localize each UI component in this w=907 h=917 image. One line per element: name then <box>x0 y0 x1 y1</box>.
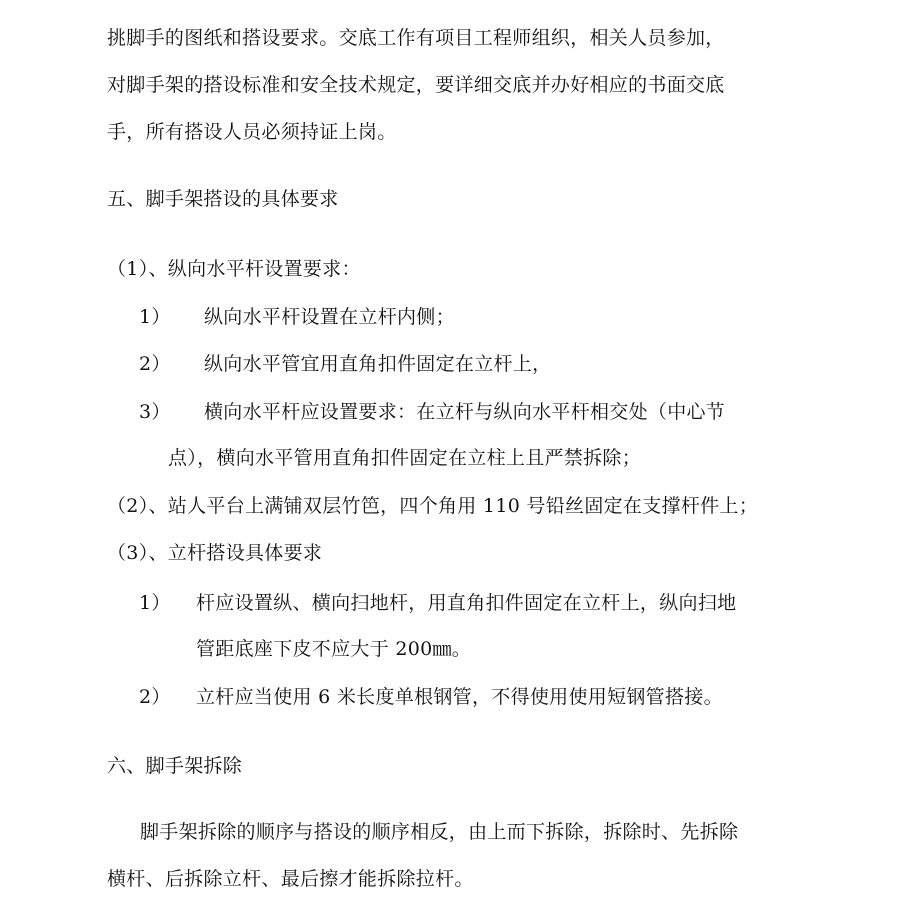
intro-line-2: 对脚手架的搭设标准和安全技术规定，要详细交底并办好相应的书面交底 <box>107 74 725 96</box>
item-1-sub-3-text-line-1: 横向水平杆应设置要求：在立杆与纵向水平杆相交处（中心节 <box>204 401 726 423</box>
item-1-sub-3-number: 3） <box>139 401 171 423</box>
item-2-heading: （2）、站人平台上满铺双层竹笆，四个角用 110 号铅丝固定在支撑杆件上； <box>107 495 759 517</box>
item-1-sub-2-text: 纵向水平管宜用直角扣件固定在立杆上， <box>204 353 552 375</box>
item-3-sub-1-text-line-2: 管距底座下皮不应大于 200㎜。 <box>196 638 472 660</box>
item-1-sub-1-number: 1） <box>139 306 171 328</box>
section-6-paragraph-line-2: 横杆、后拆除立杆、最后擦才能拆除拉杆。 <box>107 868 474 890</box>
section-6-heading: 六、脚手架拆除 <box>107 755 243 777</box>
item-3-sub-2-number: 2） <box>139 686 171 708</box>
section-5-heading: 五、脚手架搭设的具体要求 <box>107 188 339 210</box>
intro-line-3: 手，所有搭设人员必须持证上岗。 <box>107 121 397 143</box>
item-1-sub-1-text: 纵向水平杆设置在立杆内侧； <box>204 306 455 328</box>
item-3-sub-2-text: 立杆应当使用 6 米长度单根钢管，不得使用使用短钢管搭接。 <box>196 686 723 708</box>
item-3-sub-1-number: 1） <box>139 592 171 614</box>
item-1-sub-2-number: 2） <box>139 353 171 375</box>
intro-line-1: 挑脚手的图纸和搭设要求。交底工作有项目工程师组织，相关人员参加， <box>107 27 725 49</box>
item-3-heading: （3）、立杆搭设具体要求 <box>107 542 323 564</box>
item-1-sub-3-text-line-2: 点），横向水平管用直角扣件固定在立柱上且严禁拆除； <box>168 447 642 469</box>
section-6-paragraph-line-1: 脚手架拆除的顺序与搭设的顺序相反，由上而下拆除，拆除时、先拆除 <box>140 821 739 843</box>
item-1-heading: （1）、纵向水平杆设置要求： <box>107 258 361 280</box>
item-3-sub-1-text-line-1: 杆应设置纵、横向扫地杆，用直角扣件固定在立杆上，纵向扫地 <box>196 592 737 614</box>
